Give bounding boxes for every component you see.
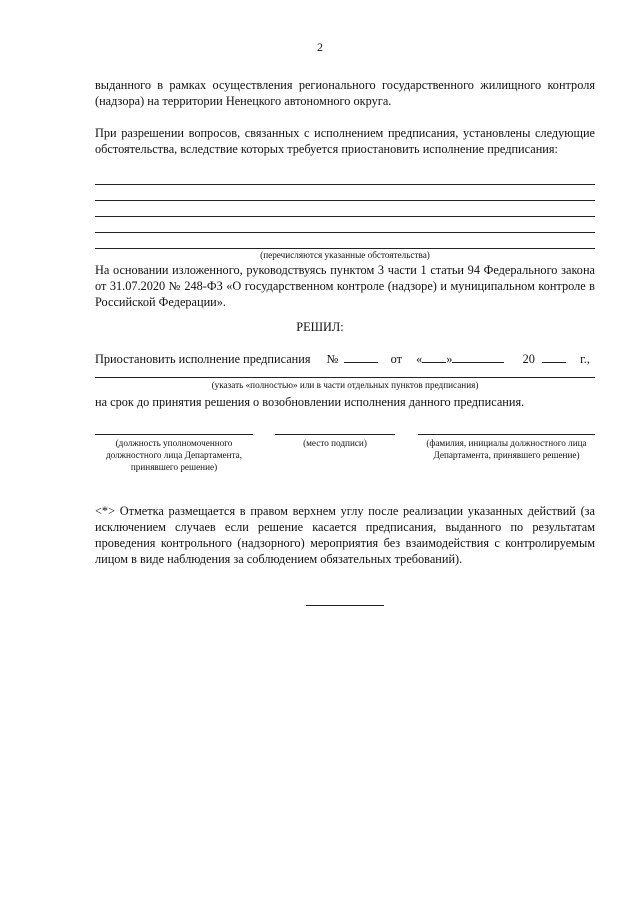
term-paragraph: на срок до принятия решения о возобновлении исполнения данного предписания. <box>95 395 525 409</box>
month-blank <box>452 350 504 363</box>
fill-line-4 <box>95 232 595 233</box>
circumstances-caption: (перечисляются указанные обстоятельства) <box>260 250 430 260</box>
prescription-number-blank <box>344 350 378 363</box>
name-caption: (фамилия, инициалы должностного лица Департамента, принявшего решение) <box>426 438 587 460</box>
intro-paragraph: выданного в рамках осуществления регионального государственного жилищного контроля (надзора) на территории Ненецкого автономного округа. <box>95 78 595 108</box>
place-signature-line <box>275 434 395 435</box>
decision-title: РЕШИЛ: <box>296 320 344 334</box>
day-blank <box>422 350 446 363</box>
open-quote: « <box>416 352 423 366</box>
suspend-lead: Приостановить исполнение предписания <box>95 352 311 366</box>
suspend-caption: (указать «полностью» или в части отдельных пунктов предписания) <box>211 380 479 390</box>
fill-line-3 <box>95 216 595 217</box>
position-caption: (должность уполномоченного должностного лица Департамента, принявшего решение) <box>105 438 243 472</box>
fill-line-1 <box>95 184 595 185</box>
circumstances-paragraph: При разрешении вопросов, связанных с исполнением предписания, установлены следующие обстоятельства, вследствие которых требуется приостановить исполнение предписания: <box>95 126 595 156</box>
footnote-paragraph: <*> Отметка размещается в правом верхнем углу после реализации указанных действий (за исключением случаев если решение касается предписания, выданного по результатам проведения контрольного (надзорного) мероприятия без взаимодействия с контролируемым лицом в виде наблюдения за соблюдением обязательных требований). <box>95 504 595 566</box>
fill-line-2 <box>95 200 595 201</box>
suspend-line <box>95 350 595 367</box>
fill-line-5 <box>95 248 595 249</box>
year-prefix: 20 <box>522 352 535 366</box>
year-suffix: г., <box>580 352 590 366</box>
name-signature-line <box>418 434 595 435</box>
position-signature-line <box>95 434 253 435</box>
year-blank <box>542 350 566 363</box>
place-caption: (место подписи) <box>303 438 367 448</box>
suspend-scope-line <box>95 377 595 378</box>
page-number: 2 <box>317 40 323 54</box>
number-sign: № <box>326 352 339 366</box>
from-label: от <box>390 352 402 366</box>
close-quote: » <box>446 352 453 366</box>
basis-paragraph: На основании изложенного, руководствуясь пунктом 3 части 1 статьи 94 Федерального закона от 31.07.2020 № 248-ФЗ «О государственном контроле (надзоре) и муниципальном контроле в Российской Федерации». <box>95 263 595 309</box>
end-separator-line <box>306 605 384 606</box>
